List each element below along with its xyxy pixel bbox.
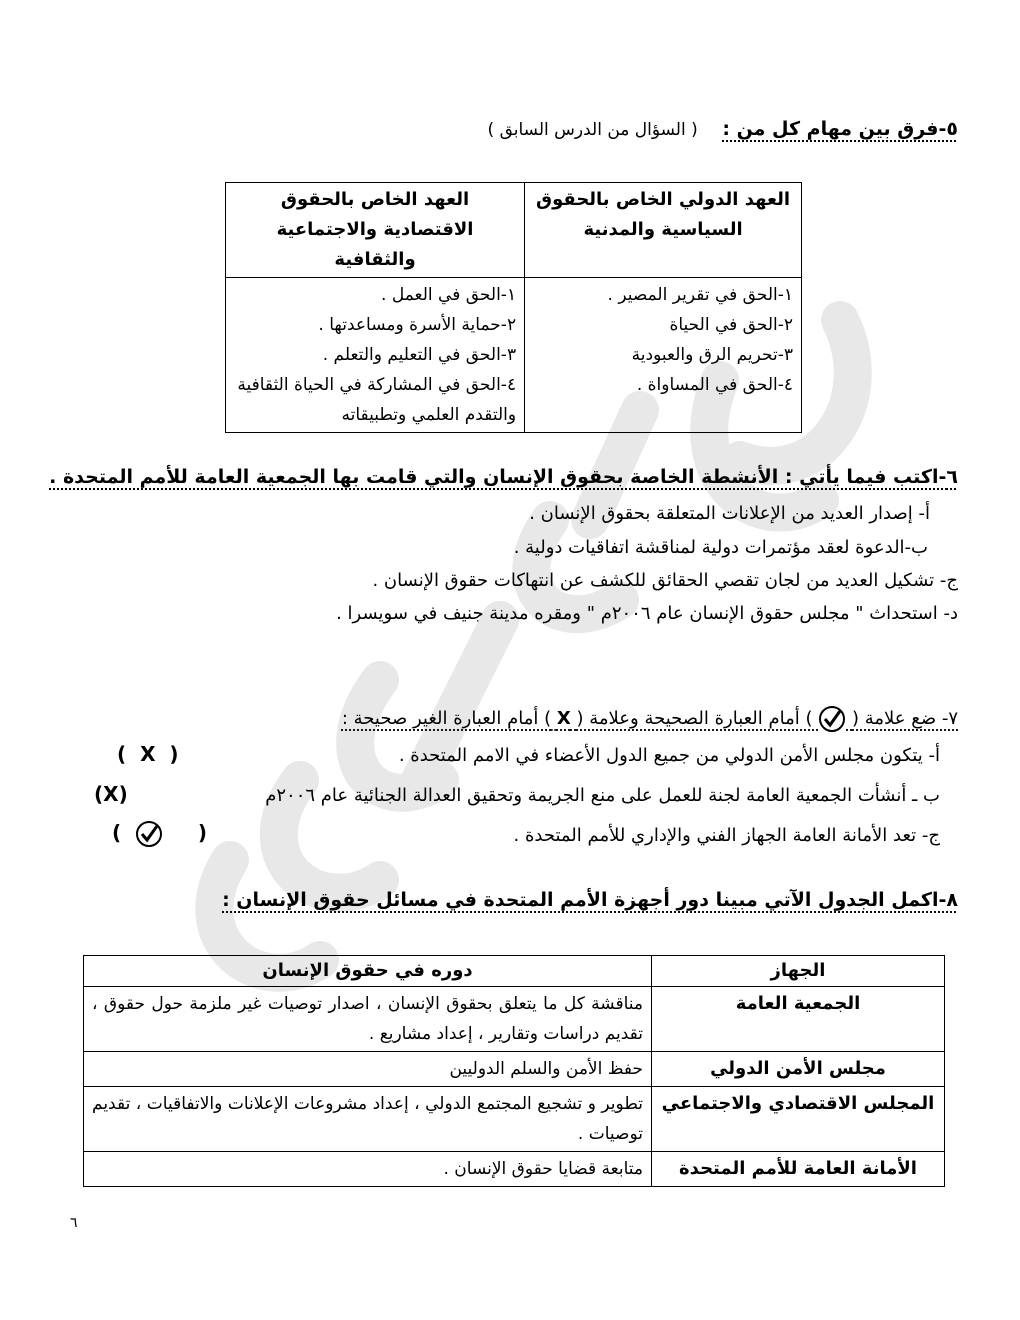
- table-row: [84, 1052, 945, 1087]
- q8-device: الجمعية العامة: [652, 987, 945, 1052]
- q8-device: الأمانة العامة للأمم المتحدة: [652, 1152, 945, 1187]
- q8-device: المجلس الاقتصادي والاجتماعي: [652, 1087, 945, 1152]
- q7-answer-c: ( ): [112, 820, 207, 848]
- table-row: [84, 1087, 945, 1152]
- q8-header-role: دوره في حقوق الإنسان: [84, 956, 652, 987]
- q8-title: ٨-اكمل الجدول الآتي مبينا دور أجهزة الأمم المتحدة في مسائل حقوق الإنسان :: [222, 889, 958, 911]
- q5-header-economic: العهد الخاص بالحقوق الاقتصادية والاجتماعية والثقافية: [226, 183, 525, 278]
- q6-item-a: أ- إصدار العديد من الإعلانات المتعلقة بحقوق الإنسان .: [529, 503, 930, 524]
- q5-header-political: العهد الدولي الخاص بالحقوق السياسية والمدنية: [525, 183, 802, 278]
- list-item: ٢-الحق في الحياة: [669, 315, 793, 335]
- q8-table: [83, 955, 945, 1187]
- x-mark: X: [140, 742, 156, 766]
- q5-heading: [488, 118, 958, 140]
- check-icon: [135, 820, 163, 848]
- q8-role: مناقشة كل ما يتعلق بحقوق الإنسان ، اصدار توصيات غير ملزمة حول حقوق ، تقديم دراسات وتقارير ، إعداد مشاريع .: [84, 987, 652, 1052]
- q5-economic-rights: [226, 278, 525, 433]
- table-row: [84, 1152, 945, 1187]
- table-row: [84, 956, 945, 987]
- q8-role: متابعة قضايا حقوق الإنسان .: [84, 1152, 652, 1187]
- q7-answer-b: (X): [94, 782, 128, 806]
- q5-note: ( السؤال من الدرس السابق ): [487, 120, 698, 140]
- q8-header-device: الجهاز: [652, 956, 945, 987]
- q8-role: تطوير و تشجيع المجتمع الدولي ، إعداد مشروعات الإعلانات والاتفاقيات ، تقديم توصيات .: [84, 1087, 652, 1152]
- list-item: ٣-تحريم الرق والعبودية: [631, 345, 793, 365]
- list-item: ٤-الحق في المساواة .: [636, 375, 793, 395]
- q7-title-part3: ) أمام العبارة الغير صحيحة :: [341, 708, 552, 729]
- q6-item-c: ج- تشكيل العديد من لجان تقصي الحقائق للكشف عن انتهاكات حقوق الإنسان .: [372, 570, 958, 591]
- list-item: ٤-الحق في المشاركة في الحياة الثقافية والتقدم العلمي وتطبيقاته: [237, 375, 517, 425]
- table-row: [226, 183, 802, 278]
- table-row: [226, 278, 802, 433]
- list-item: ٢-حماية الأسرة ومساعدتها .: [318, 315, 517, 335]
- q7-item-c: ج- تعد الأمانة العامة الجهاز الفني والإداري للأمم المتحدة .: [513, 825, 940, 846]
- q5-title: ٥-فرق بين مهام كل من :: [722, 118, 958, 140]
- check-icon: [818, 705, 846, 733]
- list-item: ١-الحق في العمل .: [381, 285, 517, 305]
- q7-item-a: أ- يتكون مجلس الأمن الدولي من جميع الدول الأعضاء في الامم المتحدة .: [398, 745, 940, 766]
- q6-heading: [49, 466, 958, 488]
- q8-heading: [222, 889, 958, 911]
- list-item: ٣-الحق في التعليم والتعلم .: [322, 345, 517, 365]
- q7-title-part2: ) أمام العبارة الصحيحة وعلامة (: [576, 708, 813, 729]
- page-number: ٦: [70, 1215, 78, 1231]
- q7-title-part1: ٧- ضع علامة (: [852, 708, 958, 729]
- q7-heading: [342, 705, 958, 733]
- q6-item-d: د- استحداث " مجلس حقوق الإنسان عام ٢٠٠٦م " ومقره مدينة جنيف في سويسرا .: [336, 603, 958, 624]
- q5-political-rights: [525, 278, 802, 433]
- x-mark: X: [103, 782, 119, 806]
- q7-answer-a: ( X ): [117, 742, 179, 766]
- q5-table: [225, 182, 802, 433]
- table-row: [84, 987, 945, 1052]
- q6-title: ٦-اكتب فيما يأتي : الأنشطة الخاصة بحقوق الإنسان والتي قامت بها الجمعية العامة للأمم المتحدة .: [49, 466, 958, 488]
- q8-device: مجلس الأمن الدولي: [652, 1052, 945, 1087]
- q7-item-b: ب ـ أنشأت الجمعية العامة لجنة للعمل على منع الجريمة وتحقيق العدالة الجنائية عام ٢٠٠٦م: [265, 785, 940, 806]
- q8-role: حفظ الأمن والسلم الدوليين: [84, 1052, 652, 1087]
- q7-title-x: X: [556, 708, 571, 729]
- q6-item-b: ب-الدعوة لعقد مؤتمرات دولية لمناقشة اتفاقيات دولية .: [513, 537, 928, 558]
- list-item: ١-الحق في تقرير المصير .: [607, 285, 793, 305]
